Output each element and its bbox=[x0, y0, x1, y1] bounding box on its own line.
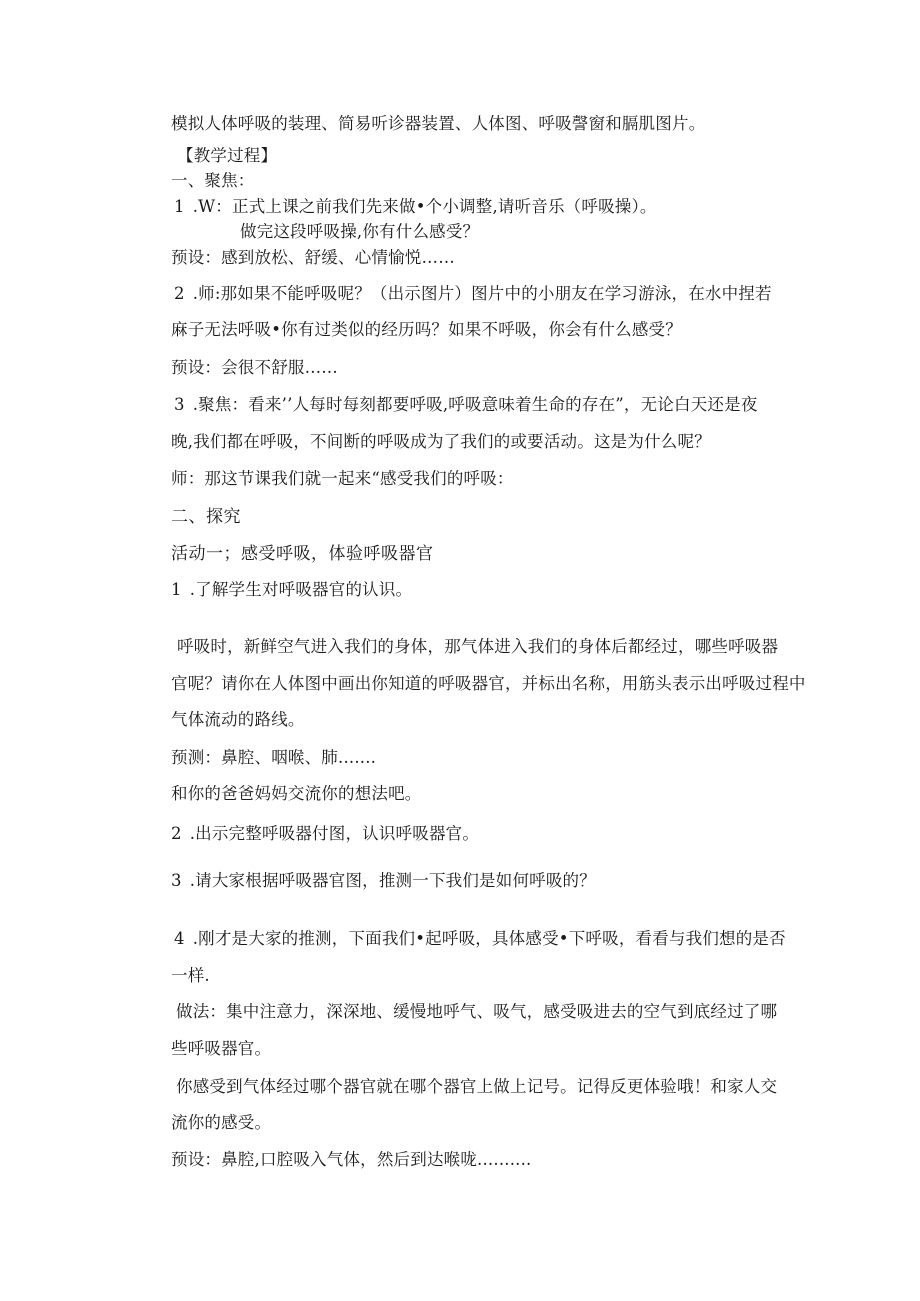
paragraph-line: 做完这段呼吸操,你有什么感受？ bbox=[240, 222, 480, 241]
item-number: 3 bbox=[174, 395, 185, 414]
preset-line: 预设：鼻腔,口腔吸入气体，然后到达喉咙.......... bbox=[171, 1150, 532, 1169]
section-heading-focus: 一、聚焦： bbox=[171, 171, 255, 190]
item-text: .师:那如果不能呼吸呢？（出示图片）图片中的小朋友在学习游泳，在水中捏若 bbox=[192, 284, 772, 303]
paragraph-line: 和你的爸爸妈妈交流你的想法吧。 bbox=[171, 784, 422, 803]
item-number: 4 bbox=[174, 929, 185, 948]
item-number: 2 bbox=[171, 824, 182, 843]
materials-line: 模拟人体呼吸的装理、简易听诊器装置、人体图、呼吸謦窗和膈肌图片。 bbox=[171, 114, 706, 133]
paragraph-line: 流你的感受。 bbox=[171, 1113, 272, 1132]
item-text: .请大家根据呼吸器官图，推测一下我们是如何呼吸的？ bbox=[189, 871, 596, 890]
section-label-teaching-process: 【教学过程】 bbox=[177, 146, 278, 165]
paragraph-line bbox=[174, 197, 657, 217]
activity-heading: 活动一；感受呼吸，体验呼吸器官 bbox=[171, 544, 434, 564]
paragraph-line: 气体流动的路线。 bbox=[171, 710, 305, 729]
paragraph-line: 呼吸时，新鲜空气进入我们的身体，那气体进入我们的身体后都经过，哪些呼吸器 bbox=[177, 637, 779, 656]
paragraph-line bbox=[174, 395, 758, 415]
paragraph-line: 些呼吸器官。 bbox=[171, 1039, 272, 1058]
item-text: .了解学生对呼吸器官的认识。 bbox=[189, 580, 413, 599]
paragraph-line bbox=[174, 929, 786, 949]
paragraph-line: 晚,我们都在呼吸，不间断的呼吸成为了我们的或要活动。这是为什么呢？ bbox=[171, 432, 711, 451]
section-heading-explore: 二、探究 bbox=[171, 507, 241, 527]
paragraph-line bbox=[171, 871, 596, 891]
paragraph-line: 师：那这节课我们就一起来“感受我们的呼吸： bbox=[171, 469, 514, 488]
item-number: 1 bbox=[174, 197, 185, 216]
paragraph-line: 一样. bbox=[171, 966, 210, 985]
paragraph-line: 官呢？请你在人体图中画出你知道的呼吸器官，并标出名称，用筋头表示出呼吸过程中 bbox=[171, 674, 806, 693]
item-text: .刚才是大家的推测，下面我们•起呼吸，具体感受•下呼吸，看看与我们想的是否 bbox=[192, 929, 786, 948]
paragraph-line: 麻子无法呼吸•你有过类似的经历吗？如果不呼吸，你会有什么感受？ bbox=[171, 320, 682, 339]
method-line: 做法：集中注意力，深深地、缓慢地呼气、吸气，感受吸进去的空气到底经过了哪 bbox=[176, 1002, 778, 1021]
preset-line: 预设：感到放松、舒缓、心情愉悦…… bbox=[171, 248, 455, 267]
paragraph-line bbox=[171, 580, 412, 600]
preset-line: 预测：鼻腔、咽喉、肺....... bbox=[171, 748, 377, 767]
item-number: 3 bbox=[171, 871, 182, 890]
paragraph-line bbox=[174, 284, 772, 304]
item-number: 2 bbox=[174, 284, 185, 303]
paragraph-line: 你感受到气体经过哪个器官就在哪个器官上做上记号。记得反更体验哦！和家人交 bbox=[176, 1077, 778, 1096]
preset-line: 预设：会很不舒服…… bbox=[171, 358, 338, 377]
item-text: .聚焦：看来’’人每时每刻都要呼吸,呼吸意味着生命的存在”，无论白天还是夜 bbox=[192, 395, 758, 414]
item-text: .W：正式上课之前我们先来做•个小调整,请听音乐（呼吸操）。 bbox=[192, 197, 657, 216]
item-text: .出示完整呼吸器付图，认识呼吸器官。 bbox=[189, 824, 480, 843]
paragraph-line bbox=[171, 824, 479, 844]
item-number: 1 bbox=[171, 580, 182, 599]
